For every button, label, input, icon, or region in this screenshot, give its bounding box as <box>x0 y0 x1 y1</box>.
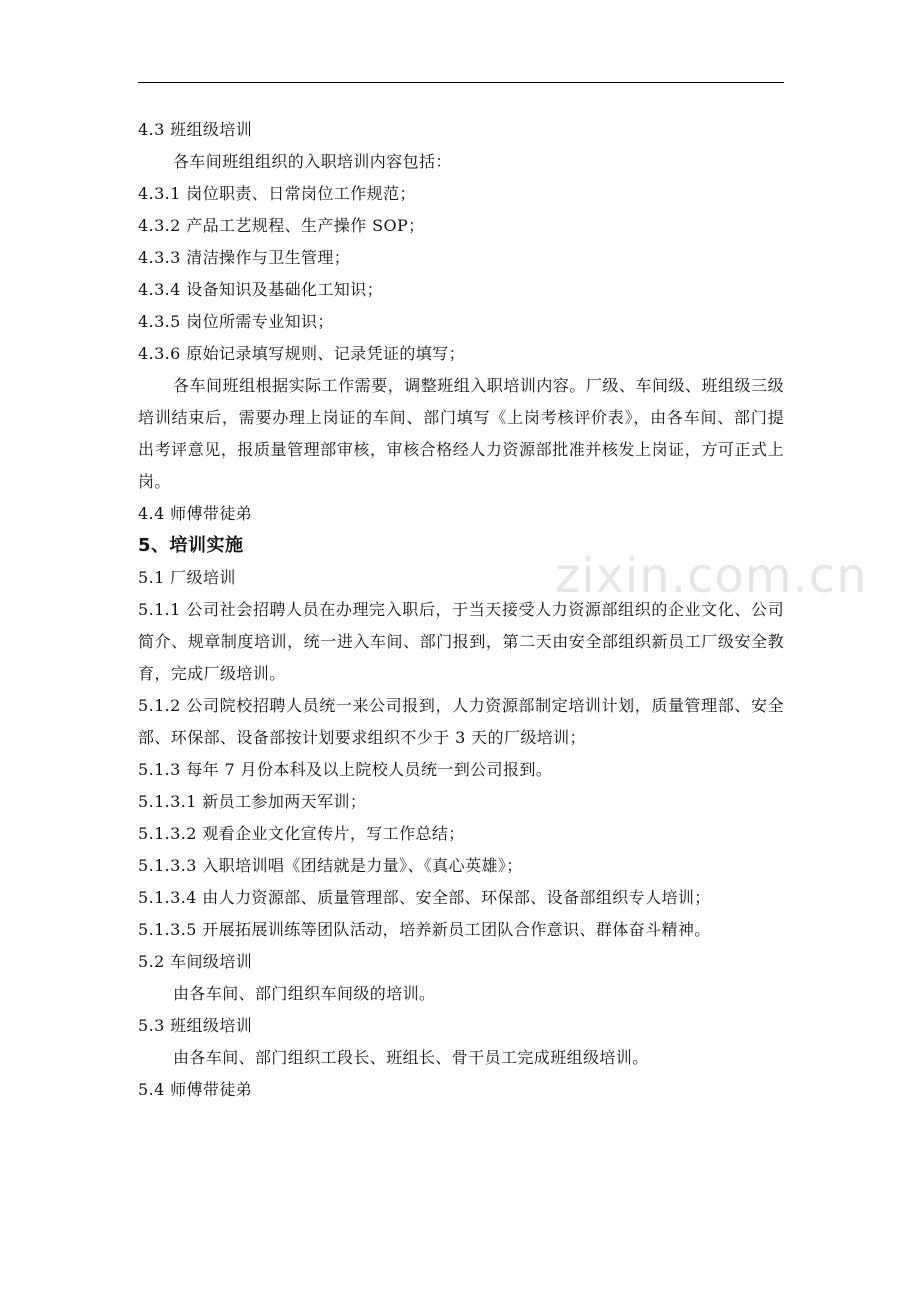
header-rule <box>138 82 784 83</box>
section-heading-5: 5、培训实施 <box>138 535 244 556</box>
text-5-2: 由各车间、部门组织车间级的培训。 <box>173 984 436 1003</box>
item-5-1-3-1: 5.1.3.1 新员工参加两天军训； <box>138 792 367 811</box>
heading-5-3: 5.3 班组级培训 <box>138 1016 253 1035</box>
heading-5-2: 5.2 车间级培训 <box>138 952 253 971</box>
item-5-1-3-4: 5.1.3.4 由人力资源部、质量管理部、安全部、环保部、设备部组织专人培训； <box>138 888 711 907</box>
document-body <box>138 114 784 1106</box>
item-5-1-3-3: 5.1.3.3 入职培训唱《团结就是力量》、《真心英雄》； <box>138 856 523 875</box>
item-5-1-3-5: 5.1.3.5 开展拓展训练等团队活动，培养新员工团队合作意识、群体奋斗精神。 <box>138 920 711 939</box>
item-5-1-1: 5.1.1 公司社会招聘人员在办理完入职后，于当天接受人力资源部组织的企业文化、公司简介、规章制度培训，统一进入车间、部门报到，第二天由安全部组织新员工厂级安全教育，完成厂级培训。 <box>138 600 784 683</box>
heading-4-4: 4.4 师傅带徒弟 <box>138 504 253 523</box>
item-5-1-3-2: 5.1.3.2 观看企业文化宣传片，写工作总结； <box>138 824 465 843</box>
item-4-3-3: 4.3.3 清洁操作与卫生管理； <box>138 248 351 267</box>
paragraph-4-3: 各车间班组根据实际工作需要，调整班组入职培训内容。厂级、车间级、班组级三级培训结束后，需要办理上岗证的车间、部门填写《上岗考核评价表》，由各车间、部门提出考评意见，报质量管理部审核，审核合格经人力资源部批准并核发上岗证，方可正式上岗。 <box>138 376 784 491</box>
watermark: zixin.com.cn <box>555 548 868 604</box>
heading-5-1: 5.1 厂级培训 <box>138 568 236 587</box>
item-4-3-5: 4.3.5 岗位所需专业知识； <box>138 312 334 331</box>
text-5-3: 由各车间、部门组织工段长、班组长、骨干员工完成班组级培训。 <box>173 1048 649 1067</box>
item-5-1-2: 5.1.2 公司院校招聘人员统一来公司报到，人力资源部制定培训计划，质量管理部、安全部、环保部、设备部按计划要求组织不少于 3 天的厂级培训； <box>138 696 784 747</box>
item-4-3-6: 4.3.6 原始记录填写规则、记录凭证的填写； <box>138 344 465 363</box>
heading-4-3: 4.3 班组级培训 <box>138 120 253 139</box>
intro-4-3: 各车间班组组织的入职培训内容包括： <box>173 152 452 171</box>
item-4-3-4: 4.3.4 设备知识及基础化工知识； <box>138 280 383 299</box>
item-5-1-3: 5.1.3 每年 7 月份本科及以上院校人员统一到公司报到。 <box>138 760 553 779</box>
item-4-3-1: 4.3.1 岗位职责、日常岗位工作规范； <box>138 184 416 203</box>
item-4-3-2: 4.3.2 产品工艺规程、生产操作 SOP； <box>138 216 425 235</box>
heading-5-4: 5.4 师傅带徒弟 <box>138 1080 253 1099</box>
